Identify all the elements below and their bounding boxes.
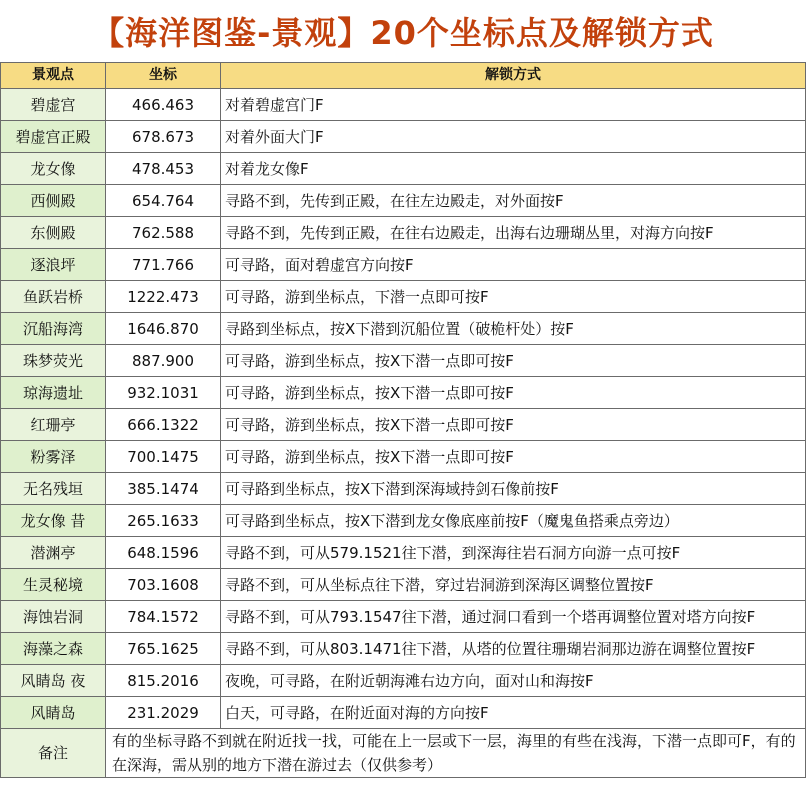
- landscape-name: 无名残垣: [1, 473, 106, 505]
- coordinate: 765.1625: [106, 633, 221, 665]
- note-text: 有的坐标寻路不到就在附近找一找，可能在上一层或下一层，海里的有些在浅海，下潜一点即可F，有的在深海，需从别的地方下潜在游过去（仅供参考）: [106, 729, 806, 778]
- note-row: [1, 729, 806, 778]
- unlock-method: 寻路到坐标点，按X下潜到沉船位置（破桅杆处）按F: [221, 313, 806, 345]
- coordinate: 771.766: [106, 249, 221, 281]
- landscape-name: 西侧殿: [1, 185, 106, 217]
- unlock-method: 寻路不到，可从坐标点往下潜，穿过岩洞游到深海区调整位置按F: [221, 569, 806, 601]
- unlock-method: 可寻路，游到坐标点，按X下潜一点即可按F: [221, 441, 806, 473]
- landscape-name: 风睛岛: [1, 697, 106, 729]
- unlock-method: 寻路不到，可从793.1547往下潜，通过洞口看到一个塔再调整位置对塔方向按F: [221, 601, 806, 633]
- coordinate: 385.1474: [106, 473, 221, 505]
- table-body: [1, 89, 806, 729]
- unlock-method: 可寻路，游到坐标点，按X下潜一点即可按F: [221, 377, 806, 409]
- header-coord: 坐标: [106, 63, 221, 89]
- unlock-method: 可寻路到坐标点，按X下潜到龙女像底座前按F（魔鬼鱼搭乘点旁边）: [221, 505, 806, 537]
- unlock-method: 可寻路，游到坐标点，按X下潜一点即可按F: [221, 345, 806, 377]
- coordinate: 1646.870: [106, 313, 221, 345]
- coordinate: 815.2016: [106, 665, 221, 697]
- landscape-name: 龙女像 昔: [1, 505, 106, 537]
- table-row: [1, 697, 806, 729]
- coordinate: 784.1572: [106, 601, 221, 633]
- table-row: [1, 217, 806, 249]
- coordinate: 466.463: [106, 89, 221, 121]
- unlock-method: 对着外面大门F: [221, 121, 806, 153]
- coordinate: 762.588: [106, 217, 221, 249]
- landscape-name: 逐浪坪: [1, 249, 106, 281]
- landscape-name: 东侧殿: [1, 217, 106, 249]
- coordinate: 1222.473: [106, 281, 221, 313]
- unlock-method: 白天，可寻路，在附近面对海的方向按F: [221, 697, 806, 729]
- unlock-method: 可寻路到坐标点，按X下潜到深海域持剑石像前按F: [221, 473, 806, 505]
- table-header-row: [1, 63, 806, 89]
- landscape-name: 海蚀岩洞: [1, 601, 106, 633]
- unlock-method: 可寻路，游到坐标点，按X下潜一点即可按F: [221, 409, 806, 441]
- coordinate: 654.764: [106, 185, 221, 217]
- coordinate: 478.453: [106, 153, 221, 185]
- table-row: [1, 633, 806, 665]
- landscape-name: 风睛岛 夜: [1, 665, 106, 697]
- unlock-method: 可寻路，面对碧虚宫方向按F: [221, 249, 806, 281]
- landscape-name: 潜渊亭: [1, 537, 106, 569]
- unlock-method: 对着碧虚宫门F: [221, 89, 806, 121]
- table-row: [1, 313, 806, 345]
- header-method: 解锁方式: [221, 63, 806, 89]
- coordinate: 700.1475: [106, 441, 221, 473]
- table-row: [1, 665, 806, 697]
- header-name: 景观点: [1, 63, 106, 89]
- page-title: 【海洋图鉴-景观】20个坐标点及解锁方式: [0, 0, 806, 62]
- table-row: [1, 345, 806, 377]
- note-label: 备注: [1, 729, 106, 778]
- table-row: [1, 569, 806, 601]
- unlock-method: 寻路不到，可从579.1521往下潜，到深海往岩石洞方向游一点可按F: [221, 537, 806, 569]
- table-row: [1, 153, 806, 185]
- unlock-method: 寻路不到，先传到正殿，在往右边殿走，出海右边珊瑚丛里，对海方向按F: [221, 217, 806, 249]
- unlock-method: 夜晚，可寻路，在附近朝海滩右边方向，面对山和海按F: [221, 665, 806, 697]
- unlock-method: 寻路不到，先传到正殿，在往左边殿走，对外面按F: [221, 185, 806, 217]
- table-row: [1, 281, 806, 313]
- unlock-method: 对着龙女像F: [221, 153, 806, 185]
- table-row: [1, 409, 806, 441]
- landscape-name: 红珊亭: [1, 409, 106, 441]
- landscape-name: 龙女像: [1, 153, 106, 185]
- table-row: [1, 377, 806, 409]
- landscape-name: 沉船海湾: [1, 313, 106, 345]
- table-row: [1, 89, 806, 121]
- table-row: [1, 121, 806, 153]
- table-row: [1, 601, 806, 633]
- table-row: [1, 249, 806, 281]
- coordinate: 703.1608: [106, 569, 221, 601]
- landscape-name: 粉雾泽: [1, 441, 106, 473]
- coordinate: 887.900: [106, 345, 221, 377]
- landscape-name: 鱼跃岩桥: [1, 281, 106, 313]
- coordinate: 265.1633: [106, 505, 221, 537]
- table-row: [1, 441, 806, 473]
- landscape-name: 生灵秘境: [1, 569, 106, 601]
- coordinate: 678.673: [106, 121, 221, 153]
- coordinate: 648.1596: [106, 537, 221, 569]
- table-row: [1, 473, 806, 505]
- landscape-name: 琼海遗址: [1, 377, 106, 409]
- coordinate: 666.1322: [106, 409, 221, 441]
- coordinate: 932.1031: [106, 377, 221, 409]
- landscape-table: [0, 62, 806, 778]
- coordinate: 231.2029: [106, 697, 221, 729]
- table-row: [1, 505, 806, 537]
- landscape-name: 碧虚宫正殿: [1, 121, 106, 153]
- landscape-name: 珠梦荧光: [1, 345, 106, 377]
- table-row: [1, 185, 806, 217]
- landscape-name: 海藻之森: [1, 633, 106, 665]
- unlock-method: 可寻路，游到坐标点，下潜一点即可按F: [221, 281, 806, 313]
- landscape-name: 碧虚宫: [1, 89, 106, 121]
- table-row: [1, 537, 806, 569]
- unlock-method: 寻路不到，可从803.1471往下潜，从塔的位置往珊瑚岩洞那边游在调整位置按F: [221, 633, 806, 665]
